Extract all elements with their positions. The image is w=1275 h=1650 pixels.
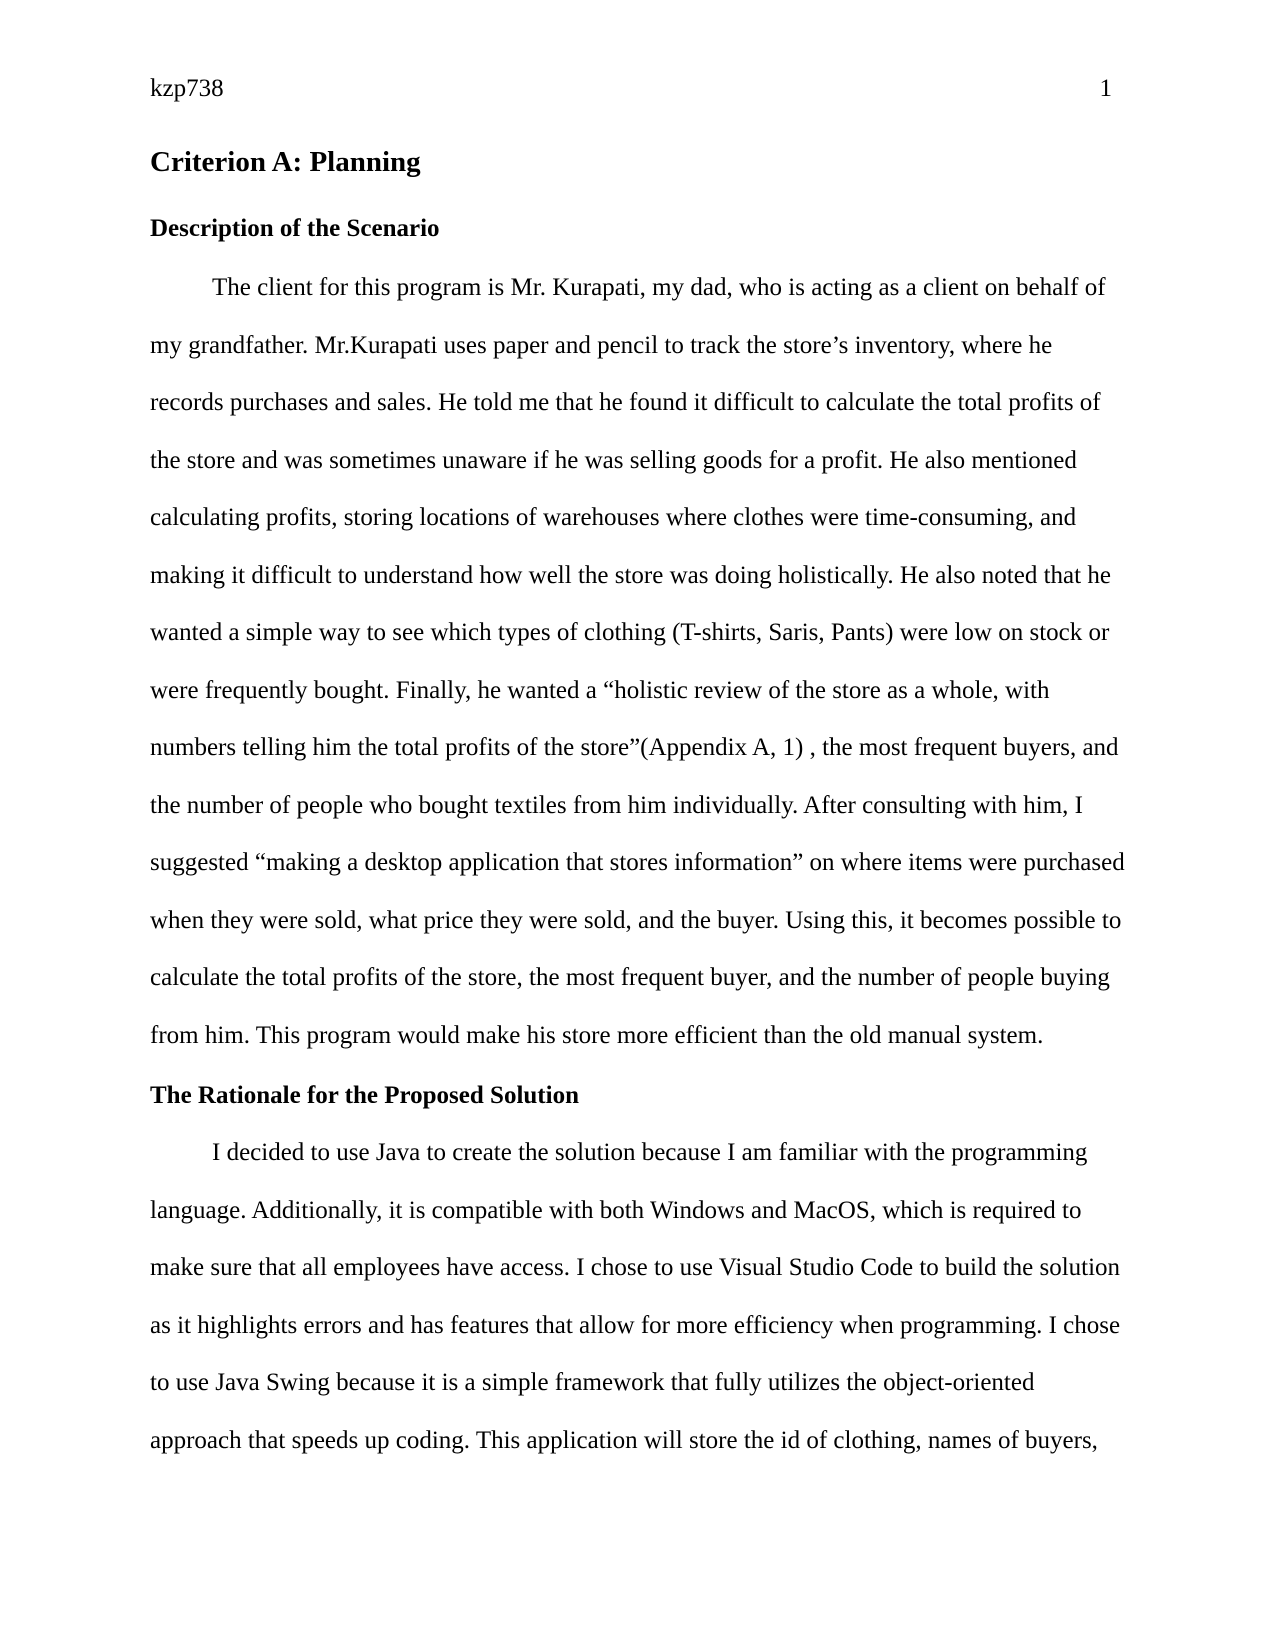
paragraph-line: as it highlights errors and has features that allow for more efficiency when programming. I chose: [150, 1311, 1121, 1339]
paragraph-line: wanted a simple way to see which types of clothing (T-shirts, Saris, Pants) were low on stock or: [150, 619, 1110, 646]
paragraph-line: make sure that all employees have access. I chose to use Visual Studio Code to build the solution: [150, 1254, 1121, 1281]
paragraph-line: The client for this program is Mr. Kurapati, my dad, who is acting as a client on behalf of: [212, 274, 1106, 301]
section-heading-scenario: Description of the Scenario: [150, 215, 440, 242]
page-number: 1: [1099, 75, 1112, 102]
paragraph-line: were frequently bought. Finally, he wanted a “holistic review of the store as a whole, with: [150, 676, 1050, 704]
paragraph-line: to use Java Swing because it is a simple framework that fully utilizes the object-oriented: [150, 1369, 1035, 1396]
paragraph-line: approach that speeds up coding. This application will store the id of clothing, names of buyers,: [150, 1426, 1098, 1454]
page-header: [150, 74, 1125, 103]
paragraph-line: I decided to use Java to create the solution because I am familiar with the programming: [212, 1139, 1088, 1166]
paragraph-line: making it difficult to understand how well the store was doing holistically. He also noted that he: [150, 561, 1111, 589]
paragraph-line: suggested “making a desktop application that stores information” on where items were purchased: [150, 849, 1125, 876]
section-heading-rationale: The Rationale for the Proposed Solution: [150, 1082, 579, 1109]
paragraph-scenario: [150, 259, 1125, 1064]
paragraph-line: from him. This program would make his store more efficient than the old manual system.: [150, 1021, 1044, 1049]
paragraph-line: records purchases and sales. He told me that he found it difficult to calculate the total profits of: [150, 389, 1101, 416]
paragraph-rationale: [150, 1124, 1125, 1469]
paragraph-line: language. Additionally, it is compatible with both Windows and MacOS, which is required to: [150, 1196, 1082, 1224]
paragraph-line: calculate the total profits of the store, the most frequent buyer, and the number of people buying: [150, 964, 1110, 991]
paragraph-line: when they were sold, what price they were sold, and the buyer. Using this, it becomes possible to: [150, 906, 1122, 934]
paragraph-line: my grandfather. Mr.Kurapati uses paper and pencil to track the store’s inventory, where he: [150, 331, 1053, 359]
header-author-id: kzp738: [150, 75, 224, 102]
document-title: Criterion A: Planning: [150, 146, 421, 178]
paragraph-line: calculating profits, storing locations of warehouses where clothes were time-consuming, and: [150, 504, 1077, 531]
paragraph-line: numbers telling him the total profits of the store”(Appendix A, 1) , the most frequent buyers, and: [150, 734, 1119, 761]
paragraph-line: the store and was sometimes unaware if he was selling goods for a profit. He also mentioned: [150, 446, 1077, 474]
paragraph-line: the number of people who bought textiles from him individually. After consulting with him, I: [150, 791, 1083, 819]
